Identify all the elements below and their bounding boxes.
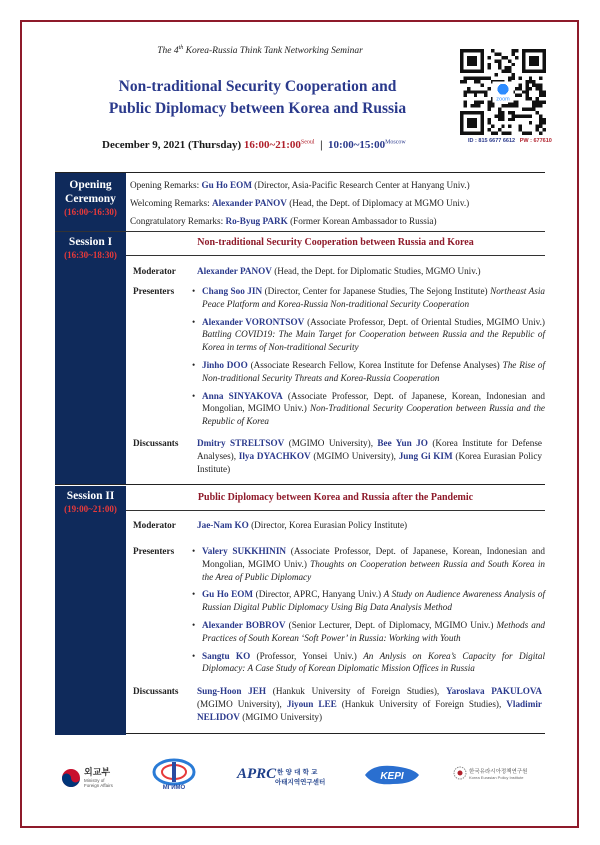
divider: [55, 231, 545, 232]
korea-eurasian-policy-institute-logo: [453, 764, 545, 792]
session-2-moderator: Jae-Nam KO (Director, Korea Eurasian Policy Institute): [197, 520, 408, 530]
zoom-logo-text: zoom: [496, 96, 510, 103]
kepi-logo: [363, 762, 423, 792]
session-2-title: Public Diplomacy between Korea and Russia after the Pandemic: [197, 492, 474, 503]
zoom-qr-code[interactable]: [460, 48, 546, 136]
discussants-label: Discussants: [133, 686, 179, 696]
mgimo-emblem-icon: [151, 758, 197, 790]
presenters-label: Presenters: [133, 546, 175, 556]
presenter-item: • Alexander VORONTSOV (Associate Professor, Dept. of Oriental Studies, MGIMO Univ.) Battling COVID19: The Main Target for Cooperation between Russia and the Republic of Korea in terms of Non-traditional Security: [189, 316, 545, 354]
presenter-item: • Alexander BOBROV (Senior Lecturer, Dept. of Diplomacy, MGIMO Univ.) Methods and Practices of South Korean ‘Soft Power’ in Russia: Working with Youth: [189, 619, 545, 645]
session-1-discussants: Dmitry STRELTSOV (MGIMO University), Bee Yun JO (Korea Institute for Defense Analyses), Ilya DYACHKOV (MGIMO University), Jung Gi KIM (Korea Eurasian Policy Institute): [197, 438, 542, 474]
aprc-logo: [237, 764, 337, 792]
welcoming-remarks-line: Welcoming Remarks: Alexander PANOV (Head, the Dept. of Diplomacy at MGMO Univ.): [130, 198, 470, 208]
divider: [126, 255, 545, 256]
divider: [55, 484, 545, 485]
opening-remarks: [130, 176, 540, 230]
opening-remarks-line: Opening Remarks: Gu Ho EOM (Director, Asia-Pacific Research Center at Hanyang Univ.): [130, 180, 470, 190]
mofa-logo: [61, 764, 131, 794]
discussants-label: Discussants: [133, 438, 179, 448]
aprc-korean-line1: 한 양 대 학 교: [277, 768, 318, 776]
sponsor-logos: [55, 748, 545, 808]
seminar-subtitle: The 4th Korea-Russia Think Tank Networking Seminar: [157, 45, 363, 57]
presenter-item: • Sangtu KO (Professor, Yonsei Univ.) An Anlysis on Korea’s Capacity for Digital Diplomacy: A Case Study of Korean Diplomatic Mission Offices in Russia: [189, 650, 545, 676]
zoom-icon: [497, 84, 508, 95]
kepi-emblem-icon: [363, 762, 421, 788]
institute-english-name: Korea Eurasian Policy Institute: [469, 775, 524, 780]
program-table: [55, 172, 545, 734]
presenter-item: • Chang Soo JIN (Director, Center for Japanese Studies, The Sejong Institute) Northeast Asia Peace Platform and Korea-Russia Non-traditional Security Cooperation: [189, 285, 545, 311]
institute-emblem-icon: [453, 766, 467, 780]
session-1-moderator: Alexander PANOV (Head, the Dept. for Diplomatic Studies, MGMO Univ.): [197, 266, 481, 276]
opening-ceremony-label: Opening Ceremony (16:00~16:30): [55, 173, 126, 231]
session-2-presenters: [189, 545, 545, 680]
kepi-wordmark: KEPI: [380, 771, 404, 782]
mofa-korean-name: 외교부: [84, 768, 111, 778]
session-2-label: Session II (19:00~21:00): [55, 486, 126, 735]
aprc-mark: APRC: [237, 766, 277, 782]
zoom-credentials: ID : 815 6677 6612 PW : 677610: [468, 138, 552, 144]
presenter-item: • Anna SINYAKOVA (Associate Professor, Dept. of Japanese, Korean, Indonesian and Mongolian, MGIMO Univ.) Non-Traditional Security Cooperation between Russia and the Republic of Korea: [189, 390, 545, 428]
divider: [126, 510, 545, 511]
mgimo-logo: [151, 758, 201, 798]
date-time-line: December 9, 2021 (Thursday) $16:00\sim 21:00^{Seoul}$ | $10:00\sim 15:00^{Moscow}$: [102, 139, 406, 151]
taegeuk-icon: [61, 768, 81, 788]
title-line-2: Public Diplomacy between Korea and Russia: [108, 100, 407, 117]
session-1-presenters: [189, 285, 545, 433]
presenter-item: • Valery SUKKHININ (Associate Professor, Dept. of Japanese, Korean, Indonesian and Mongolian, MGIMO Univ.) Thoughts on Cooperation between Russia and South Korea in the Area of Public Diplomacy: [189, 545, 545, 583]
title-line-1: Non-traditional Security Cooperation and: [118, 78, 397, 95]
mgimo-wordmark: МГИМО: [162, 785, 186, 790]
presenter-item: • Gu Ho EOM (Director, APRC, Hanyang Univ.) A Study on Audience Awareness Analysis of Russian Digital Public Diplomacy Using Big Data Analysis Method: [189, 588, 545, 614]
presenter-item: • Jinho DOO (Associate Research Fellow, Korea Institute for Defense Analyses) The Rise of Non-traditional Security Threats and Korea-Russia Cooperation: [189, 359, 545, 385]
moderator-label: Moderator: [133, 520, 176, 530]
presenters-label: Presenters: [133, 286, 175, 296]
moderator-label: Moderator: [133, 266, 176, 276]
session-1-title: Non-traditional Security Cooperation between Russia and Korea: [197, 237, 474, 248]
institute-korean-name: 한국유라시아정책연구원: [469, 769, 528, 775]
aprc-korean-line2: 아태지역연구센터: [275, 778, 326, 786]
mofa-english-name: Ministry of Foreign Affairs: [84, 778, 113, 788]
session-1-label: Session I (16:30~18:30): [55, 232, 126, 484]
congratulatory-remarks-line: Congratulatory Remarks: Ro-Byug PARK (Former Korean Ambassador to Russia): [130, 216, 437, 226]
session-2-discussants: Sung-Hoon JEH (Hankuk University of Foreign Studies), Yaroslava PAKULOVA (MGIMO University), Jiyoun LEE (Hankuk University of Foreign Studies), Vladimir NELIDOV (MGIMO University): [197, 686, 543, 722]
